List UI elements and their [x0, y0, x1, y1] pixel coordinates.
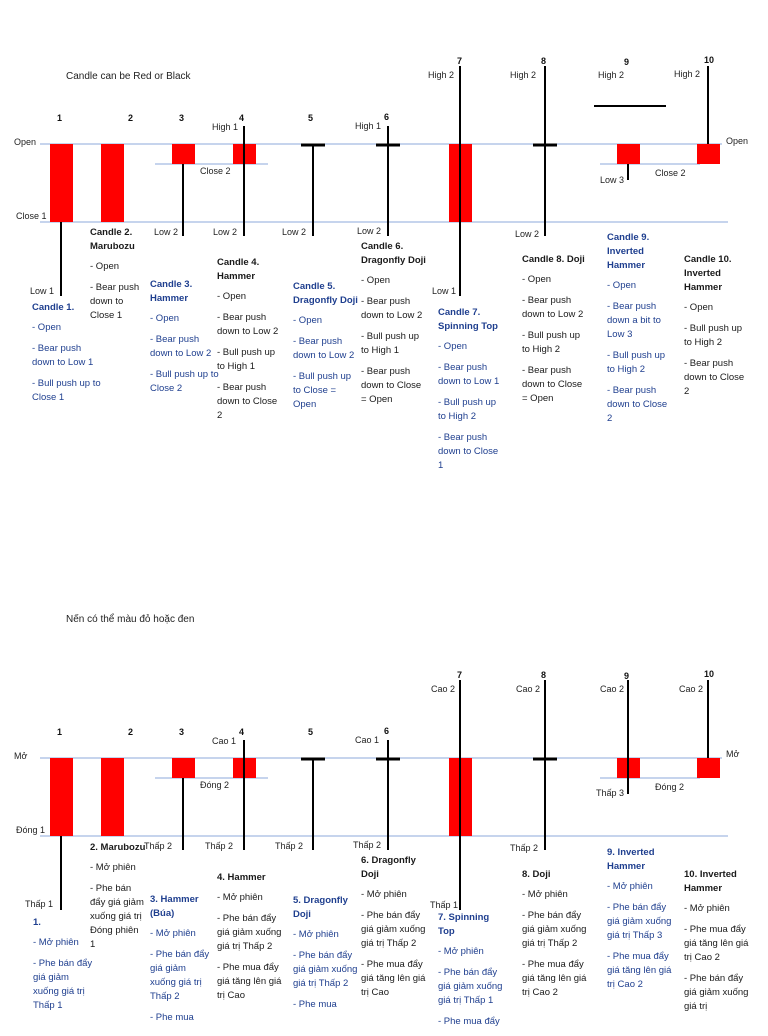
- candle-6-title: 6. Dragonfly Doji: [361, 855, 416, 880]
- candle-number-9: 9: [624, 57, 630, 67]
- close2-label-c9: Close 2: [655, 168, 686, 178]
- candle-8-step-4: - Bear push down to Close = Open: [522, 365, 583, 404]
- high2-label-c10: High 2: [674, 69, 701, 79]
- candle-2-description: [90, 226, 146, 330]
- candle-7-description: [438, 306, 506, 480]
- candle-5-title: Candle 5. Dragonfly Doji: [293, 281, 358, 306]
- candle-2-step-1: - Mở phiên: [90, 862, 136, 873]
- candle-6-step-2: - Bear push down to Low 2: [361, 296, 423, 321]
- candle-10-step-3: - Bear push down to Close 2: [684, 358, 745, 397]
- candle-number-5: 5: [308, 727, 314, 737]
- candle-3-step-2: - Bear push down to Low 2: [150, 334, 212, 359]
- candle-9-step-1: - Open: [607, 280, 637, 291]
- candle-8-step-1: - Open: [522, 274, 552, 285]
- high2-label-c9: High 2: [598, 70, 625, 80]
- candle-2-title: 2. Marubozu: [90, 842, 146, 853]
- candle-1-step-2: - Bear push down to Low 1: [32, 343, 94, 368]
- candle-4-step-4: - Bear push down to Close 2: [217, 382, 278, 421]
- candle-3-step-1: - Mở phiên: [150, 928, 196, 939]
- candle-number-3: 3: [179, 727, 185, 737]
- candle-number-8: 8: [541, 670, 547, 680]
- candle-10-step-2: - Bull push up to High 2: [684, 323, 743, 348]
- candle-5-step-3: - Phe mua: [293, 999, 337, 1010]
- candle-number-7: 7: [457, 56, 463, 66]
- low2-label-c5: Low 2: [282, 227, 307, 237]
- candle-4-description: [217, 871, 283, 1010]
- candle-8-step-3: - Bull push up to High 2: [522, 330, 581, 355]
- candle-number-1: 1: [57, 113, 63, 123]
- low2-label-c8: Low 2: [515, 229, 540, 239]
- candle-7-step-4: - Bear push down to Close 1: [438, 432, 499, 471]
- candle-8-step-3: - Phe mua đẩy giá tăng lên giá trị Cao 2: [522, 959, 587, 998]
- candle-9-step-3: - Bull push up to High 2: [607, 350, 666, 375]
- low1-label-c7: Thấp 1: [430, 900, 459, 910]
- high1-label-c4: Cao 1: [212, 736, 237, 746]
- candle-7-step-2: - Bear push down to Low 1: [438, 362, 500, 387]
- low1-label-c1: Low 1: [30, 286, 55, 296]
- high1-label-c4: High 1: [212, 122, 239, 132]
- candle-4-title: Candle 4. Hammer: [217, 257, 260, 282]
- candle-1-step-2: - Phe bán đẩy giá giảm xuống giá trị Thấp 1: [33, 958, 93, 1011]
- candle-8-title: Candle 8. Doji: [522, 254, 585, 265]
- vietnamese-caption: Nến có thể màu đỏ hoặc đen: [66, 614, 195, 625]
- candle-9-description: [607, 231, 673, 433]
- candle-number-10: 10: [704, 55, 715, 65]
- candle-number-8: 8: [541, 56, 547, 66]
- candle-7-step-3: - Phe mua đẩy: [438, 1016, 500, 1027]
- candle-10-title: Candle 10. Inverted Hammer: [684, 254, 732, 293]
- candle-3-body: [172, 144, 195, 164]
- candle-3-description: [150, 893, 214, 1032]
- candle-10-step-2: - Phe mua đẩy giá tăng lên giá trị Cao 2: [684, 924, 749, 963]
- open-label-right: Open: [726, 136, 749, 146]
- close1-label: Đóng 1: [16, 825, 46, 835]
- candle-4-description: [217, 256, 283, 430]
- candle-4-step-2: - Bear push down to Low 2: [217, 312, 279, 337]
- candle-8-title: 8. Doji: [522, 869, 551, 880]
- candle-9-body: [617, 144, 640, 164]
- low2-label-c3: Low 2: [154, 227, 179, 237]
- candle-4-title: 4. Hammer: [217, 872, 266, 883]
- candle-number-9: 9: [624, 671, 630, 681]
- candle-10-step-3: - Phe bán đẩy giá giảm xuống giá trị: [684, 973, 749, 1012]
- candle-2-step-1: - Open: [90, 261, 120, 272]
- candle-7-step-1: - Mở phiên: [438, 946, 484, 957]
- high2-label-c10: Cao 2: [679, 684, 704, 694]
- candle-6-description: [361, 854, 427, 1007]
- candle-6-title: Candle 6. Dragonfly Doji: [361, 241, 426, 266]
- candle-8-step-2: - Phe bán đẩy giá giảm xuống giá trị Thấp 2: [522, 910, 587, 949]
- close1-label: Close 1: [16, 211, 47, 221]
- low3-label-c9: Thấp 3: [596, 788, 625, 798]
- candle-3-body: [172, 758, 195, 778]
- high2-label-c8: High 2: [510, 70, 537, 80]
- english-caption: Candle can be Red or Black: [66, 71, 191, 82]
- candle-9-step-2: - Phe bán đẩy giá giảm xuống giá trị Thấp 3: [607, 902, 672, 941]
- candle-6-step-1: - Open: [361, 275, 391, 286]
- low1-label-c1: Thấp 1: [25, 899, 54, 909]
- candle-3-title: 3. Hammer (Búa): [150, 894, 199, 919]
- candle-number-6: 6: [384, 112, 390, 122]
- candle-6-description: [361, 240, 427, 414]
- candle-10-description: [684, 253, 752, 406]
- low2-label-c6: Thấp 2: [353, 840, 382, 850]
- candle-5-description: [293, 280, 359, 419]
- candle-4-step-1: - Open: [217, 291, 247, 302]
- candle-10-title: 10. Inverted Hammer: [684, 869, 737, 894]
- candle-number-4: 4: [239, 113, 245, 123]
- candle-2-step-2: - Bear push down to Close 1: [90, 282, 140, 321]
- candle-number-2: 2: [128, 113, 134, 123]
- high1-label-c6: Cao 1: [355, 735, 380, 745]
- low3-label-c9: Low 3: [600, 175, 625, 185]
- candle-9-title: 9. Inverted Hammer: [607, 847, 655, 872]
- candle-3-description: [150, 278, 220, 403]
- candle-8-step-2: - Bear push down to Low 2: [522, 295, 584, 320]
- candle-number-5: 5: [308, 113, 314, 123]
- candle-7-title: Candle 7. Spinning Top: [438, 307, 498, 332]
- candle-10-body: [697, 144, 720, 164]
- candle-5-step-2: - Bear push down to Low 2: [293, 336, 355, 361]
- candle-3-step-2: - Phe bán đẩy giá giảm xuống giá trị Thấp 2: [150, 949, 210, 1002]
- candle-9-step-3: - Phe mua đẩy giá tăng lên giá trị Cao 2: [607, 951, 672, 990]
- candle-5-step-3: - Bull push up to Close = Open: [293, 371, 352, 410]
- candle-1-title: 1.: [33, 917, 41, 928]
- candle-4-step-1: - Mở phiên: [217, 892, 263, 903]
- candle-8-description: [522, 868, 588, 1007]
- candle-4-step-2: - Phe bán đẩy giá giảm xuống giá trị Thấp 2: [217, 913, 282, 952]
- low1-label-c7: Low 1: [432, 286, 457, 296]
- candle-10-body: [697, 758, 720, 778]
- candle-3-step-1: - Open: [150, 313, 180, 324]
- candle-number-4: 4: [239, 727, 245, 737]
- candle-6-step-3: - Bull push up to High 1: [361, 331, 420, 356]
- low2-label-c4: Thấp 2: [205, 841, 234, 851]
- candle-3-step-3: - Bull push up to Close 2: [150, 369, 219, 394]
- candle-7-step-3: - Bull push up to High 2: [438, 397, 497, 422]
- candle-1-step-1: - Open: [32, 322, 62, 333]
- low2-label-c8: Thấp 2: [510, 843, 539, 853]
- candle-7-step-1: - Open: [438, 341, 468, 352]
- open-label-right: Mở: [726, 749, 740, 759]
- candle-1-body: [50, 144, 73, 222]
- candle-2-body: [101, 758, 124, 836]
- candle-5-description: [293, 894, 359, 1019]
- low2-label-c4: Low 2: [213, 227, 238, 237]
- candle-3-title: Candle 3. Hammer: [150, 279, 193, 304]
- candle-number-6: 6: [384, 726, 390, 736]
- candle-10-step-1: - Open: [684, 302, 714, 313]
- candle-6-step-3: - Phe mua đẩy giá tăng lên giá trị Cao: [361, 959, 426, 998]
- candle-1-step-3: - Bull push up to Close 1: [32, 378, 101, 403]
- candle-number-7: 7: [457, 670, 463, 680]
- candle-5-title: 5. Dragonfly Doji: [293, 895, 348, 920]
- high2-label-c8: Cao 2: [516, 684, 541, 694]
- close2-label-c9: Đóng 2: [655, 782, 685, 792]
- candle-9-step-4: - Bear push down to Close 2: [607, 385, 668, 424]
- candle-number-10: 10: [704, 669, 715, 679]
- candle-9-step-1: - Mở phiên: [607, 881, 653, 892]
- candle-2-body: [101, 144, 124, 222]
- candle-6-step-4: - Bear push down to Close = Open: [361, 366, 422, 405]
- low2-label-c3: Thấp 2: [144, 841, 173, 851]
- candle-5-step-2: - Phe bán đẩy giá giảm xuống giá trị Thấp 2: [293, 950, 358, 989]
- candle-8-description: [522, 253, 590, 413]
- high2-label-c7: Cao 2: [431, 684, 456, 694]
- candle-2-step-2: - Phe bán đẩy giá giảm xuống giá trị Đóng phiên 1: [90, 883, 144, 950]
- candle-6-step-1: - Mở phiên: [361, 889, 407, 900]
- candle-9-description: [607, 846, 673, 999]
- close2-label-c4: Close 2: [200, 166, 231, 176]
- high2-label-c9: Cao 2: [600, 684, 625, 694]
- candle-5-step-1: - Open: [293, 315, 323, 326]
- candle-10-description: [684, 868, 752, 1021]
- high1-label-c6: High 1: [355, 121, 382, 131]
- open-label: Mở: [14, 751, 28, 761]
- low2-label-c5: Thấp 2: [275, 841, 304, 851]
- open-label: Open: [14, 137, 37, 147]
- candle-3-step-3: - Phe mua: [150, 1012, 194, 1023]
- candle-1-step-1: - Mở phiên: [33, 937, 79, 948]
- candle-10-step-1: - Mở phiên: [684, 903, 730, 914]
- high2-label-c7: High 2: [428, 70, 455, 80]
- candle-7-title: 7. Spinning Top: [438, 912, 490, 937]
- close2-label-c4: Đóng 2: [200, 780, 230, 790]
- candle-4-step-3: - Phe mua đẩy giá tăng lên giá trị Cao: [217, 962, 282, 1001]
- candle-1-body: [50, 758, 73, 836]
- candle-2-description: [90, 841, 146, 959]
- candle-4-step-3: - Bull push up to High 1: [217, 347, 276, 372]
- candle-6-step-2: - Phe bán đẩy giá giảm xuống giá trị Thấp 2: [361, 910, 426, 949]
- candle-9-title: Candle 9. Inverted Hammer: [607, 232, 650, 271]
- candle-7-description: [438, 911, 508, 1036]
- candle-9-step-2: - Bear push down a bit to Low 3: [607, 301, 661, 340]
- candle-1-description: [33, 916, 93, 1020]
- candle-7-step-2: - Phe bán đẩy giá giảm xuống giá trị Thấp 1: [438, 967, 503, 1006]
- candle-8-step-1: - Mở phiên: [522, 889, 568, 900]
- low2-label-c6: Low 2: [357, 226, 382, 236]
- candle-2-title: Candle 2. Marubozu: [90, 227, 135, 252]
- candle-5-step-1: - Mở phiên: [293, 929, 339, 940]
- candle-number-2: 2: [128, 727, 134, 737]
- candle-number-1: 1: [57, 727, 63, 737]
- candle-1-title: Candle 1.: [32, 302, 75, 313]
- candle-number-3: 3: [179, 113, 185, 123]
